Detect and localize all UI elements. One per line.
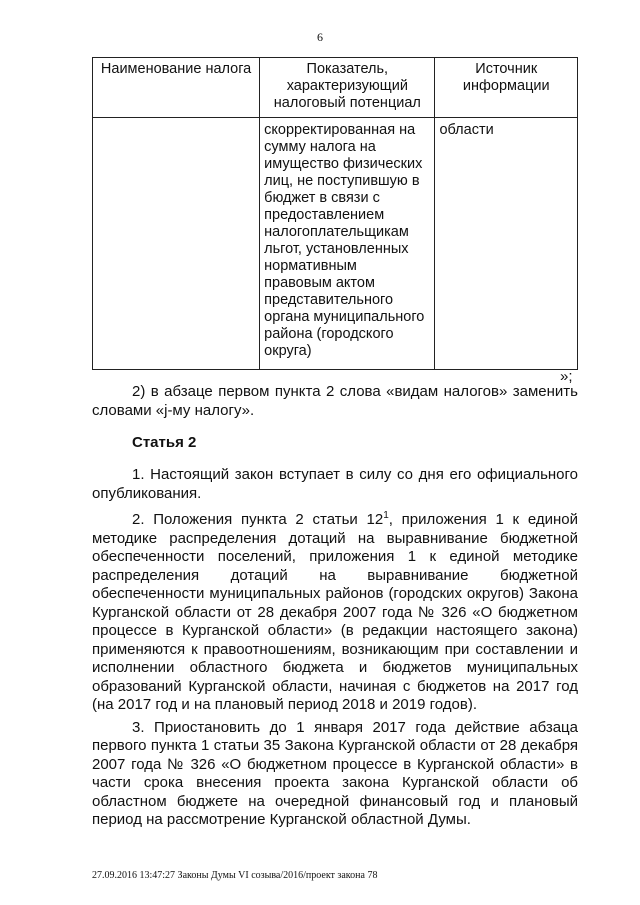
clause-3: 3. Приостановить до 1 января 2017 года действие абзаца первого пункта 1 статьи 35 Закона Курганской области от 28 декабря 2007 года № 326 «О бюджетном процессе в Курганской области» в части срока внесения проекта закона Курганской области об областном бюджете на очередной финансовый год и плановый период на рассмотрение Курганской областной Думы.	[92, 718, 578, 828]
tax-potential-table	[92, 57, 578, 370]
cell-source: области	[435, 118, 578, 370]
article-title: Статья 2	[132, 434, 197, 451]
clause-2	[92, 507, 578, 715]
table-header-row	[93, 58, 578, 118]
amendment-paragraph: 2) в абзаце первом пункта 2 слова «видам налогов» заменить словами «j-му налогу».	[92, 383, 578, 419]
cell-indicator: скорректированная на сумму налога на имущество физических лиц, не поступившую в бюджет в связи с предоставлением налогоплательщикам льгот, установленных нормативным правовым актом представительного органа муниципального района (городского округа)	[260, 118, 435, 370]
cell-tax-name	[93, 118, 260, 370]
clause-2-superscript: 1	[383, 510, 389, 521]
header-source: Источник информации	[435, 58, 578, 118]
header-indicator: Показатель, характеризующий налоговый потенциал	[260, 58, 435, 118]
table-row	[93, 118, 578, 370]
clause-1: 1. Настоящий закон вступает в силу со дня его официального опубликования.	[92, 466, 578, 502]
header-tax-name: Наименование налога	[93, 58, 260, 118]
closing-quote: »;	[560, 368, 573, 385]
clause-2-rest: , приложения 1 к единой методике распределения дотаций на выравнивание бюджетной обеспеченности поселений, приложения 1 к единой методике распределения дотаций на выравнивание бюджетной обеспеченности муниципальных районов (городских округов) Закона Курганской области от 28 декабря 2007 года № 326 «О бюджетном процессе в Курганской области» (в редакции настоящего закона) применяются к правоотношениям, возникающим при составлении и исполнении областного бюджета и бюджетов муниципальных образований Курганской области, начиная с бюджетов на 2017 год (на 2017 год и на плановый период 2018 и 2019 годов).	[92, 511, 578, 713]
document-footer: 27.09.2016 13:47:27 Законы Думы VI созыва/2016/проект закона 78	[92, 870, 378, 881]
clause-2-start: 2. Положения пункта 2 статьи 12	[132, 511, 384, 528]
page-number: 6	[317, 30, 323, 44]
article-clauses	[92, 466, 578, 834]
